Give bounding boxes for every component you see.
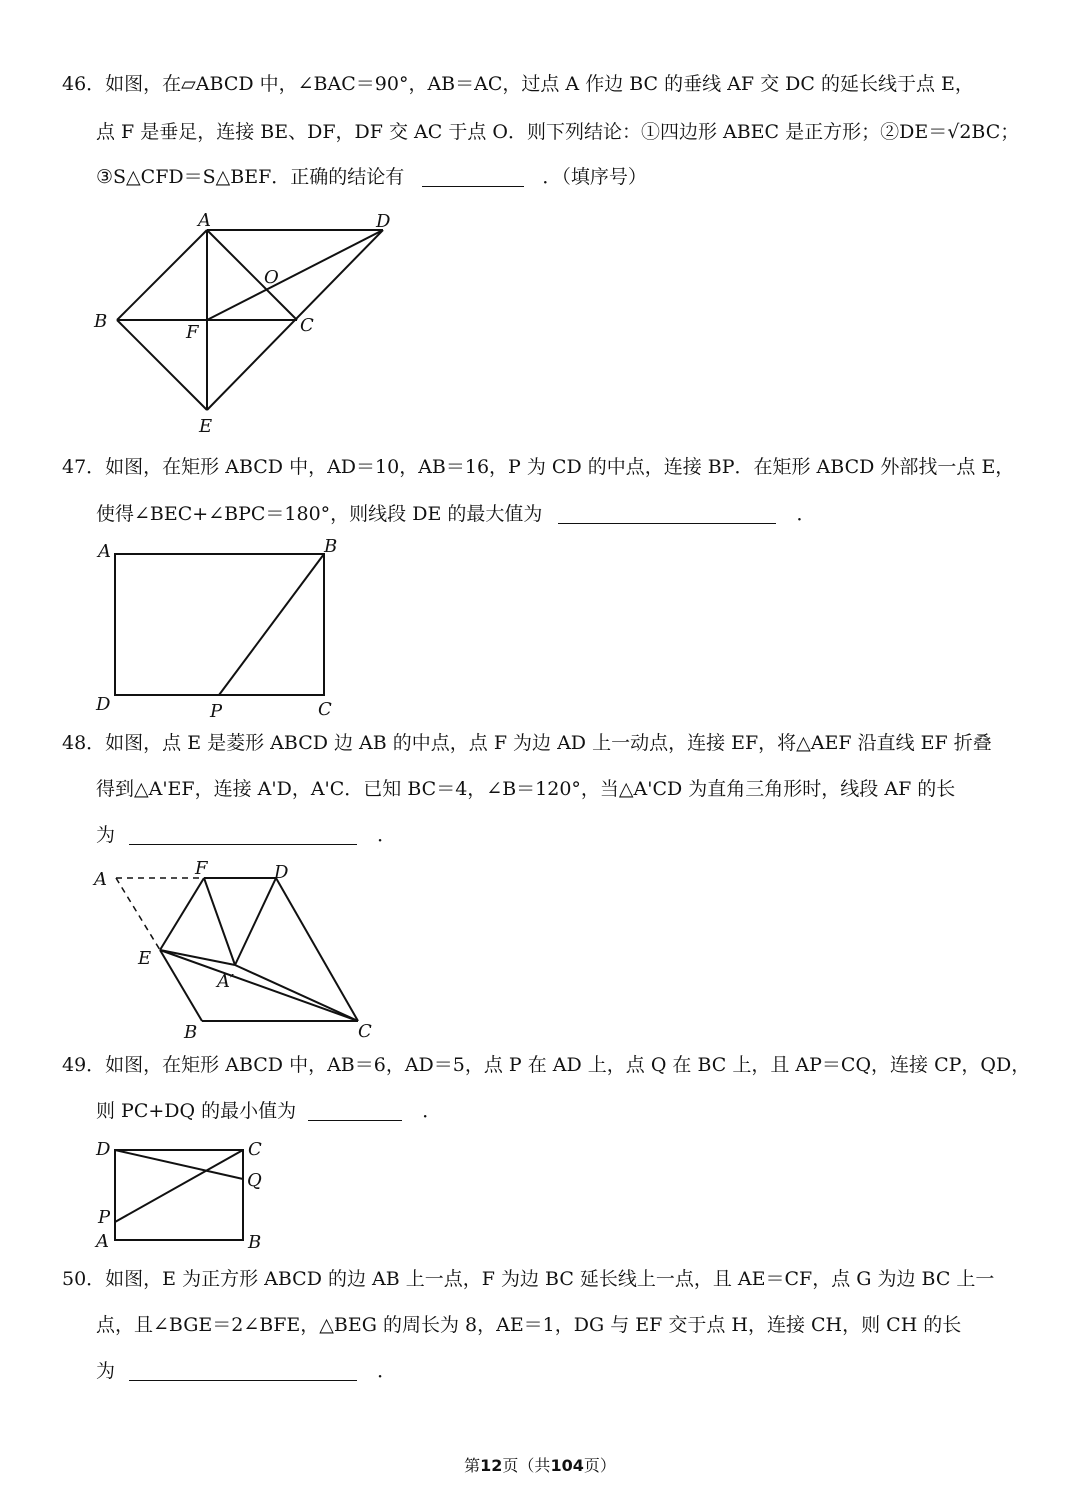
q48-label-E: E	[138, 948, 152, 969]
q50-text-line-1: 50．如图，E 为正方形 ABCD 的边 AB 上一点，F 为边 BC 延长线上一点，且 AE＝CF，点 G 为边 BC 上一	[62, 1268, 995, 1290]
q49-text-line-2a: 则 PC+DQ 的最小值为	[96, 1100, 297, 1122]
q46-label-A: A	[198, 210, 211, 231]
q48-label-D: D	[274, 862, 289, 883]
q49-text-line-2b: ．	[422, 1100, 442, 1122]
page-footer	[0, 1453, 1080, 1476]
q48-text-line-3b: ．	[377, 824, 397, 846]
q48-text-line-1: 48．如图，点 E 是菱形 ABCD 边 AB 的中点，点 F 为边 AD 上一动点，连接 EF，将△AEF 沿直线 EF 折叠	[62, 732, 992, 754]
q47-text-line-2b: ．	[796, 503, 816, 525]
q49-seg-PC	[115, 1150, 243, 1222]
q47-text-line-1: 47．如图，在矩形 ABCD 中，AD＝10，AB＝16，P 为 CD 的中点，连接 BP．在矩形 ABCD 外部找一点 E，	[62, 456, 1015, 478]
footer-mid: 页（共	[502, 1456, 551, 1475]
q47-label-P: P	[210, 701, 223, 722]
q48-text-line-2: 得到△A'EF，连接 A'D，A'C．已知 BC＝4，∠B＝120°，当△A'CD 为直角三角形时，线段 AF 的长	[96, 778, 956, 800]
q49-label-Q: Q	[247, 1170, 262, 1191]
q46-label-C: C	[300, 315, 314, 336]
footer-page-number: 12	[480, 1456, 503, 1475]
footer-total-pages: 104	[550, 1456, 584, 1475]
q47-label-A: A	[98, 541, 111, 562]
q50-text-line-3	[96, 1357, 396, 1385]
q46-label-D: D	[376, 211, 391, 232]
q47-label-C: C	[318, 699, 332, 720]
q48-text-line-3a: 为	[96, 824, 116, 846]
q48-label-C: C	[358, 1021, 372, 1042]
q49-text-line-1: 49．如图，在矩形 ABCD 中，AB＝6，AD＝5，点 P 在 AD 上，点 Q 在 BC 上，且 AP＝CQ，连接 CP，QD，	[62, 1054, 1031, 1076]
q49-label-P: P	[98, 1207, 111, 1228]
q49-label-B: B	[248, 1232, 262, 1253]
q48-label-A: A	[94, 869, 107, 890]
q46-text-line-1: 46．如图，在▱ABCD 中，∠BAC＝90°，AB＝AC，过点 A 作边 BC 的垂线 AF 交 DC 的延长线于点 E，	[62, 73, 974, 95]
q50-answer-blank	[129, 1360, 357, 1381]
q46-text-line-3a: ③S△CFD＝S△BEF．正确的结论有	[96, 166, 405, 188]
q46-label-O: O	[264, 267, 279, 288]
q49-label-C: C	[248, 1139, 262, 1160]
q48-label-B: B	[184, 1022, 198, 1043]
q47-text-line-2a: 使得∠BEC+∠BPC＝180°，则线段 DE 的最大值为	[96, 503, 543, 525]
q49-label-A: A	[96, 1231, 109, 1252]
q49-label-D: D	[96, 1139, 111, 1160]
footer-suffix: 页）	[583, 1456, 616, 1475]
q50-text-line-2: 点，且∠BGE＝2∠BFE，△BEG 的周长为 8，AE＝1，DG 与 EF 交于点 H，连接 CH，则 CH 的长	[96, 1314, 962, 1336]
q46-label-E: E	[199, 416, 213, 437]
q49-seg-DQ	[115, 1150, 243, 1179]
q48-label-A-prime: A′	[217, 971, 235, 992]
q46-label-F: F	[186, 322, 199, 343]
footer-prefix: 第	[464, 1456, 481, 1475]
q50-text-line-3b: ．	[377, 1360, 397, 1382]
q47-label-D: D	[96, 694, 111, 715]
q46-label-B: B	[94, 311, 108, 332]
q47-label-B: B	[324, 536, 338, 557]
q46-text-line-3b: ．（填序号）	[542, 166, 647, 188]
q46-text-line-2: 点 F 是垂足，连接 BE、DF，DF 交 AC 于点 O．则下列结论：①四边形 ABEC 是正方形；②DE＝√2BC；	[96, 121, 1020, 143]
q50-text-line-3a: 为	[96, 1360, 116, 1382]
q48-label-F: F	[195, 858, 208, 879]
